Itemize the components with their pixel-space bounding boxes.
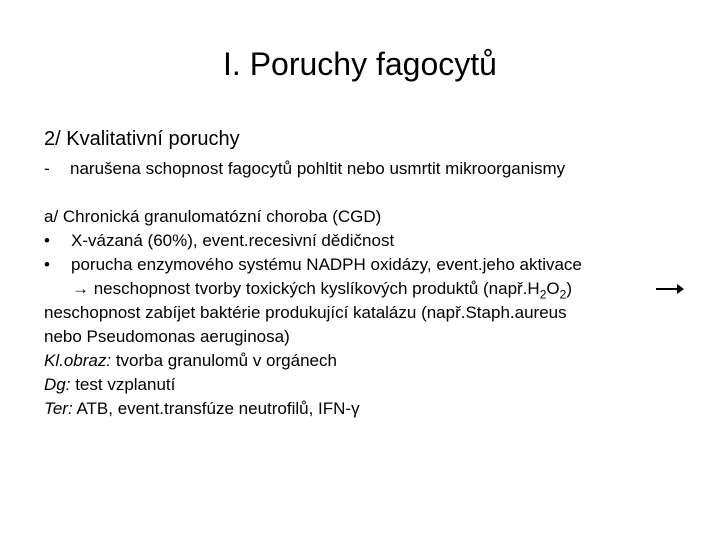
section-heading: 2/ Kvalitativní poruchy xyxy=(44,128,240,150)
bullet-item-nadph xyxy=(44,253,694,277)
subscript: 2 xyxy=(539,287,547,302)
subscript: 2 xyxy=(559,287,567,302)
arrow-line-text: → neschopnost tvorby toxických kyslíkových produktů (např.H xyxy=(72,279,540,298)
clinical-picture-text: tvorba granulomů v orgánech xyxy=(111,351,337,370)
dash-marker: - xyxy=(44,159,50,178)
dash-list-item xyxy=(44,157,565,181)
bullet-marker: • xyxy=(44,231,50,250)
arrow-line-suffix: ) xyxy=(566,279,572,298)
bullet-marker: • xyxy=(44,255,50,274)
diagnosis-line xyxy=(44,373,694,397)
cgd-block xyxy=(44,205,694,421)
diagnosis-label: Dg: xyxy=(44,375,71,394)
text-line-neschopnost: neschopnost zabíjet baktérie produkující katalázu (např.Staph.aureus xyxy=(44,303,567,322)
dash-item-text: narušena schopnost fagocytů pohltit nebo usmrtit mikroorganismy xyxy=(70,159,566,178)
right-arrow-icon xyxy=(656,288,682,290)
arrow-consequence-line xyxy=(44,277,694,301)
cgd-heading: a/ Chronická granulomatózní choroba (CGD) xyxy=(44,207,382,226)
bullet-item-inheritance xyxy=(44,229,694,253)
text-line-pseudomonas: nebo Pseudomonas aeruginosa) xyxy=(44,327,290,346)
oxygen-letter: O xyxy=(546,279,560,298)
bullet-text: porucha enzymového systému NADPH oxidázy, event.jeho aktivace xyxy=(71,255,582,274)
slide-title: I. Poruchy fagocytů xyxy=(223,46,497,82)
diagnosis-text: test vzplanutí xyxy=(70,375,176,394)
clinical-picture-label: Kl.obraz: xyxy=(44,351,112,370)
bullet-text: X-vázaná (60%), event.recesivní dědičnost xyxy=(71,231,395,250)
therapy-text: ATB, event.transfúze neutrofilů, IFN-γ xyxy=(72,399,360,418)
therapy-line xyxy=(44,397,694,421)
therapy-label: Ter: xyxy=(44,399,73,418)
clinical-picture-line xyxy=(44,349,694,373)
